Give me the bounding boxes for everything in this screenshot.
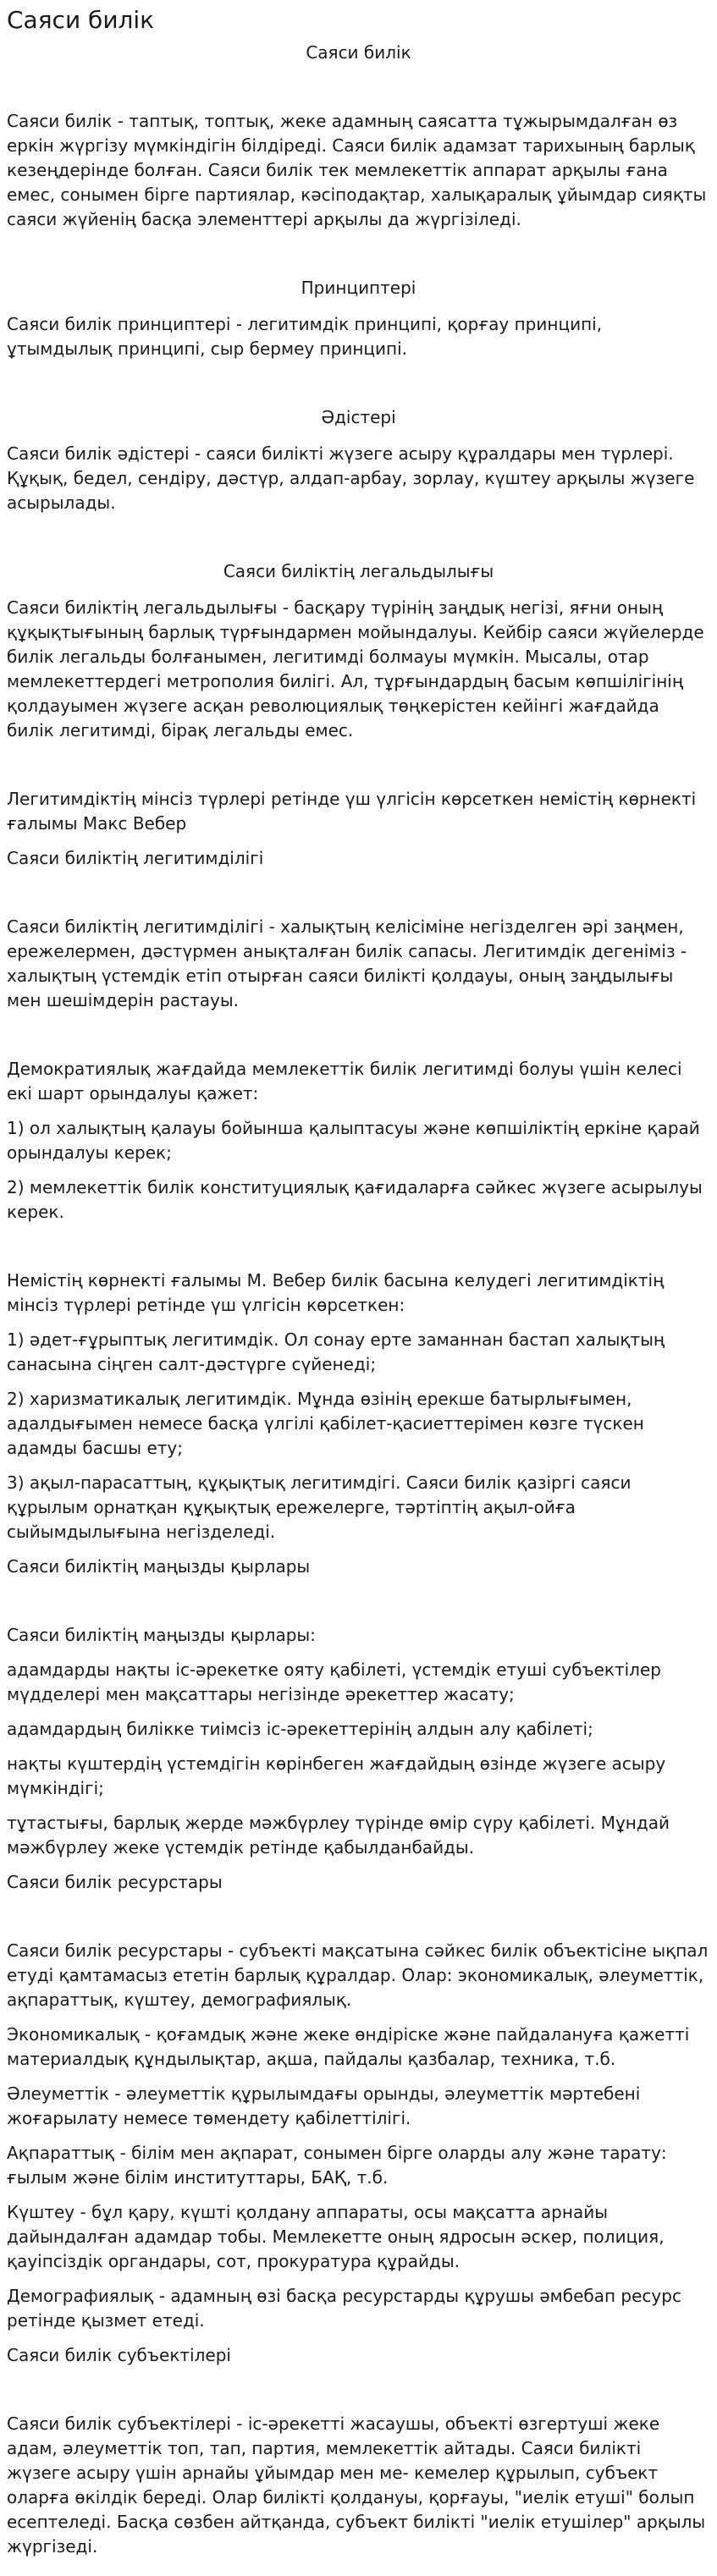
democracy-intro: Демократиялық жағдайда мемлекеттік билік легитимді болуы үшін келесі екі шарт орындалуы қажет:: [7, 1059, 682, 1104]
resources-item: Күштеу - бұл қару, күшті қолдану аппараты, осы мақсатта арнайы дайындалған адамдар тобы. Мемлекетте оның ядросын әскер, полиция, қауіпсіздік органдары, сот, прокуратура құрайды.: [7, 2202, 665, 2272]
features-intro: Саяси биліктің маңызды қырлары:: [7, 1625, 316, 1646]
subjects-heading: Саяси билік субъектілері: [7, 2345, 231, 2366]
document-title: Саяси билік: [306, 42, 411, 63]
weber-item: 2) харизматикалық легитимдік. Мұнда өзінің ерекше батырлығымен, адалдығымен немесе басқа үлгілі қабілет-қасиеттерімен көзге түскен адамды басшы ету;: [7, 1389, 644, 1459]
resources-item: Ақпараттық - білім мен ақпарат, сонымен бірге оларды алу және тарату: ғылым және білім институттары, БАҚ, т.б.: [7, 2143, 667, 2188]
features-heading: Саяси биліктің маңызды қырлары: [7, 1556, 311, 1577]
resources-item: Әлеуметтік - әлеуметтік құрылымдағы орынды, әлеуметтік мәртебені жоғарылату немесе төмендету қабілеттілігі.: [7, 2083, 641, 2129]
weber-line: Легитимдіктің мінсіз түрлері ретінде үш үлгісін көрсеткен немістің көрнекті ғалымы Макс Вебер: [7, 789, 697, 834]
legality-paragraph: Саяси биліктің легальдылығы - басқару түрінің заңдық негізі, яғни оның құқықтығының барлық түрғындармен мойындалуы. Кейбір саяси жүйелерде билік легальды болғанымен, легитимді болмауы мүмкін. Мысалы, отар мемлекеттердегі метрополия билігі. Ал, тұрғындардың басым көпшілігінің қолдауымен жүзеге асқан революциялық төңкерістен кейінгі жағдайда билік легитимді, бірақ легальды емес.: [7, 597, 704, 741]
methods-paragraph: Саяси билік әдістері - саяси билікті жүзеге асыру құралдары мен түрлері. Құқық, бедел, сендіру, дәстүр, алдап-арбау, зорлау, күштеу арқылы жүзеге асырылады.: [7, 443, 695, 514]
principles-heading: Принциптері: [301, 278, 416, 299]
weber-item: 3) ақыл-парасаттың, құқықтық легитимдігі. Саяси билік қазіргі саяси құрылым орнатқан құқықтық ережелерге, тәртіптің ақыл-ойға сыйымдылығына негізделеді.: [7, 1472, 632, 1543]
legitimacy-paragraph: Саяси биліктің легитимділігі - халықтың келісіміне негізделген әрі заңмен, ережелермен, дәстүрмен анықталған билік сапасы. Легитимдік дегеніміз - халықтың үстемдік етіп отырған саяси билікті қолдауы, оның заңдылығы мен шешімдерін растауы.: [7, 916, 687, 1011]
weber-intro: Немістің көрнекті ғалымы М. Вебер билік басына келудегі легитимдіктің мінсіз түрлері ретінде үш үлгісін көрсеткен:: [7, 1270, 665, 1316]
resources-item: Демографиялық - адамның өзі басқа ресурстарды құрушы әмбебап ресурс ретінде қызмет етеді.: [7, 2286, 681, 2331]
resources-intro: Саяси билік ресурстары - субъекті мақсатына сәйкес билік объектісіне ықпал етуді қамтамасыз ететін барлық құралдар. Олар: экономикалық, әлеуметтік, ақпараттық, күштеу, демографиялық.: [7, 1940, 709, 2011]
methods-heading: Әдістері: [321, 407, 396, 428]
features-item: нақты күштердің үстемдігін көрінбеген жағдайдың өзінде жүзеге асыру мүмкіндігі;: [7, 1753, 666, 1799]
legality-heading: Саяси биліктің легальдылығы: [223, 561, 494, 582]
resources-item: Экономикалық - қоғамдық және жеке өндіріске және пайдалануға қажетті материалдық құндылықтар, ақша, пайдалы қазбалар, техника, т.б.: [7, 2024, 690, 2070]
page-title: Саяси билік: [7, 6, 155, 34]
features-item: адамдардың билікке тиімсіз іс-әрекеттерінің алдын алу қабілеті;: [7, 1719, 593, 1740]
intro-paragraph: Саяси билік - таптық, топтық, жеке адамның саясатта тұжырымдалған өз еркін жүргізу мүмкіндігін білдіреді. Саяси билік адамзат тарихының барлық кезеңдерінде болған. Саяси билік тек мемлекеттік аппарат арқылы ғана емес, сонымен бірге партиялар, кәсіподақтар, халықаралық ұйымдар сияқты саяси жүйенің басқа элементтері арқылы да жүргізіледі.: [7, 111, 707, 230]
features-item: тұтастығы, барлық жерде мәжбүрлеу түрінде өмір сүру қабілеті. Мұндай мәжбүрлеу жеке үстемдік ретінде қабылданбайды.: [7, 1813, 670, 1858]
democracy-item: 2) мемлекеттік билік конституциялық қағидаларға сәйкес жүзеге асырылуы керек.: [7, 1177, 703, 1223]
features-item: адамдарды нақты іс-әрекетке ояту қабілеті, үстемдік етуші субъектілер мүдделері мен мақсаттары негізінде әрекеттер жасату;: [7, 1660, 661, 1705]
subjects-paragraph: Саяси билік субъектілері - іс-әрекетті жасаушы, объекті өзгертуші жеке адам, әлеуметтік топ, тап, партия, мемлекеттік айтады. Саяси билікті жүзеге асыру үшін арнайы ұйымдар мен ме- кемелер құрылып, субъект оларға өкілдік береді. Олар билікті қолдануы, қорғауы, "иелік етуші" болып есептеледі. Басқа сөзбен айтқанда, субъект билікті "иелік етушілер" арқылы жүргізеді.: [7, 2414, 706, 2557]
resources-heading: Саяси билік ресурстары: [7, 1872, 223, 1893]
democracy-item: 1) ол халықтың қалауы бойынша қалыптасуы және көпшіліктің еркіне қарай орындалуы керек;: [7, 1118, 700, 1164]
principles-paragraph: Саяси билік принциптері - легитимдік принципі, қорғау принципі, ұтымдылық принципі, сыр бермеу принципі.: [7, 314, 603, 360]
weber-item: 1) әдет-ғұрыптық легитимдік. Ол сонау ерте заманнан бастап халықтың санасына сіңген салт-дәстүрге сүйенеді;: [7, 1329, 665, 1375]
legitimacy-heading: Саяси биліктің легитимділігі: [7, 848, 264, 869]
